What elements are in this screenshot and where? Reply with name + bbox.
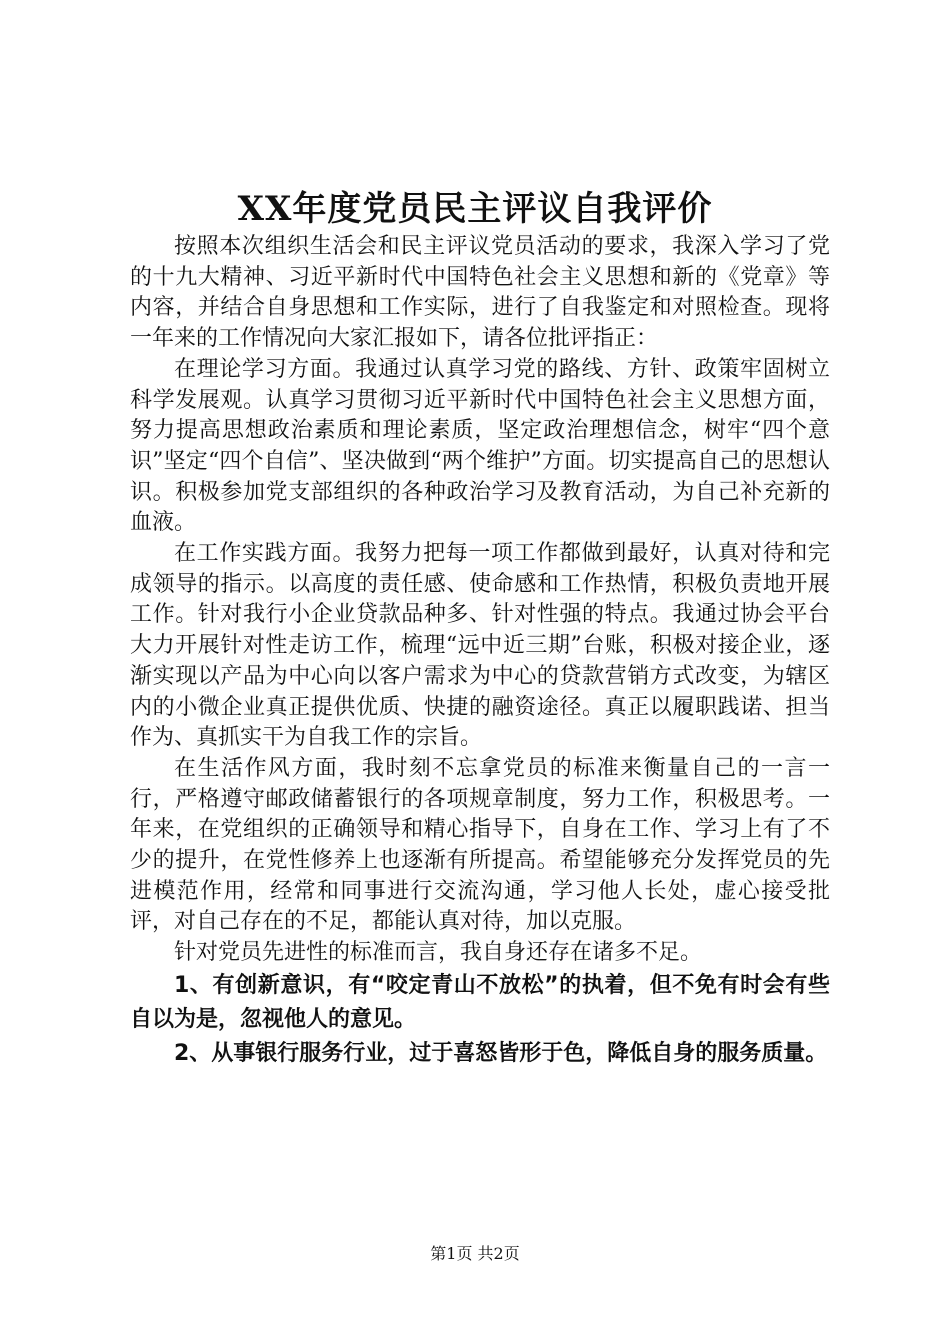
lifestyle-paragraph: 在生活作风方面，我时刻不忘拿党员的标准来衡量自己的一言一行，严格遵守邮政储蓄银行的各项规章制度，努力工作，积极思考。一年来，在党组织的正确领导和精心指导下，自身在工作、学习上有了不少的提升，在党性修养上也逐渐有所提高。希望能够充分发挥党员的先进模范作用，经常和同事进行交流沟通，学习他人长处，虚心接受批评，对自己存在的不足，都能认真对待，加以克服。 bbox=[130, 755, 830, 935]
shortcoming-point-1: 1、有创新意识，有“咬定青山不放松”的执着，但不免有时会有些自以为是，忽视他人的意见。 bbox=[130, 972, 830, 1032]
theory-study-paragraph: 在理论学习方面。我通过认真学习党的路线、方针、政策牢固树立科学发展观。认真学习贯彻习近平新时代中国特色社会主义思想方面，努力提高思想政治素质和理论素质，坚定政治理想信念，树牢“四个意识”坚定“四个自信”、坚决做到“两个维护”方面。切实提高自己的思想认识。积极参加党支部组织的各种政治学习及教育活动，为自己补充新的血液。 bbox=[130, 356, 830, 536]
document-title: XX年度党员民主评议自我评价 bbox=[237, 189, 713, 229]
work-practice-paragraph: 在工作实践方面。我努力把每一项工作都做到最好，认真对待和完成领导的指示。以高度的责任感、使命感和工作热情，积极负责地开展工作。针对我行小企业贷款品种多、针对性强的特点。我通过协会平台大力开展针对性走访工作，梳理“远中近三期”台账，积极对接企业，逐渐实现以产品为中心向以客户需求为中心的贷款营销方式改变，为辖区内的小微企业真正提供优质、快捷的融资途径。真正以履职践诺、担当作为、真抓实干为自我工作的宗旨。 bbox=[130, 541, 830, 751]
page-number-footer: 第1页 共2页 bbox=[430, 1244, 520, 1263]
intro-paragraph: 按照本次组织生活会和民主评议党员活动的要求，我深入学习了党的十九大精神、习近平新时代中国特色社会主义思想和新的《党章》等内容，并结合自身思想和工作实际，进行了自我鉴定和对照检查。现将一年来的工作情况向大家汇报如下，请各位批评指正： bbox=[130, 234, 830, 352]
document-body bbox=[130, 232, 830, 1071]
shortcoming-point-2: 2、从事银行服务行业，过于喜怒皆形于色，降低自身的服务质量。 bbox=[174, 1040, 828, 1066]
shortcomings-intro-paragraph: 针对党员先进性的标准而言，我自身还存在诸多不足。 bbox=[174, 940, 703, 966]
